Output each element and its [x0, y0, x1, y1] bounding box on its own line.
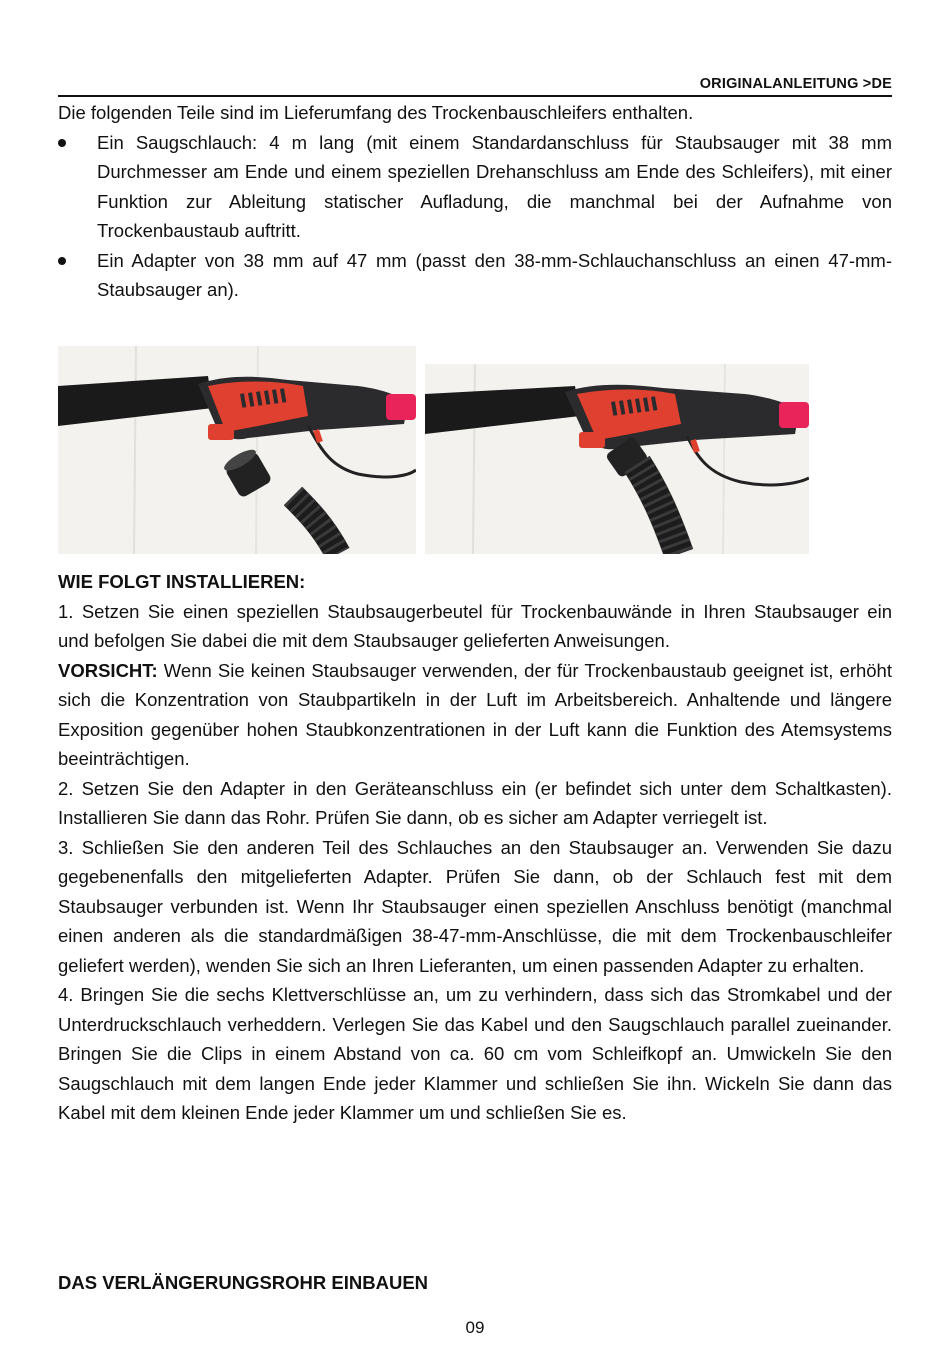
intro-lead: Die folgenden Teile sind im Lieferumfang des Trockenbauschleifers enthalten. [58, 102, 694, 123]
install-step-1: 1. Setzen Sie einen speziellen Staubsaugerbeutel für Trockenbauwände in Ihren Staubsauger ein und befolgen Sie dabei die mit dem Staubsauger gelieferten Anweisungen. [58, 600, 892, 651]
caution-label: VORSICHT: [58, 659, 158, 681]
install-step-3: 3. Schließen Sie den anderen Teil des Schlauches an den Staubsauger an. Verwenden Sie dazu gegebenenfalls den mitgelieferten Adapter. Prüfen Sie dann, ob der Schlauch fest mit dem Staubsauger verbunden ist. Wenn Ihr Staubsauger einen speziellen Anschluss benötigt (manchmal einen anderen als die standardmäßigen 38-47-mm-Anschlüsse, die mit dem Trockenbauschleifer geliefert werden), wenden Sie sich an Ihren Lieferanten, um einen passenden Adapter zu erhalten. [58, 836, 892, 976]
install-section [58, 567, 892, 1128]
intro-section [58, 98, 892, 305]
extension-section [58, 1268, 892, 1298]
caution-text: Wenn Sie keinen Staubsauger verwenden, der für Trockenbaustaub geeignet ist, erhöht sich die Konzentration von Staubpartikeln in der Luft im Arbeitsbereich. Anhaltende und längere Exposition gegenüber hohen Staubkonzentrationen in der Luft kann die Funktion des Atemsystems beeinträchtigen. [58, 659, 892, 769]
extension-heading: DAS VERLÄNGERUNGSROHR EINBAUEN [58, 1272, 429, 1293]
product-photos [58, 346, 818, 554]
list-item-text: Ein Saugschlauch: 4 m lang (mit einem Standardanschluss für Staubsauger mit 38 mm Durchmesser am Ende und einem speziellen Drehanschluss am Ende des Schleifers), mit einer Funktion zur Ableitung statischer Aufladung, die manchmal bei der Aufnahme von Trockenbaustaub auftritt. [97, 131, 892, 241]
caution-paragraph [58, 656, 892, 774]
list-item [58, 246, 892, 305]
page-header: ORIGINALANLEITUNG >DE [58, 76, 892, 97]
bullet-icon [58, 139, 66, 147]
parts-list [58, 128, 892, 305]
install-step-2: 2. Setzen Sie den Adapter in den Geräteanschluss ein (er befindet sich unter dem Schaltkasten). Installieren Sie dann das Rohr. Prüfen Sie dann, ob es sicher am Adapter verriegelt ist. [58, 777, 892, 828]
photo-hose-attached [425, 364, 809, 554]
page-number: 09 [465, 1318, 485, 1337]
bullet-icon [58, 257, 66, 265]
photo-adapter-separate [58, 346, 416, 554]
install-step-4: 4. Bringen Sie die sechs Klettverschlüsse an, um zu verhindern, dass sich das Stromkabel und der Unterdruckschlauch verheddern. Verlegen Sie das Kabel und den Saugschlauch parallel zueinander. Bringen Sie die Clips in einem Abstand von ca. 60 cm vom Schleifkopf an. Umwickeln Sie den Saugschlauch mit dem langen Ende jeder Klammer und schließen Sie ihn. Wickeln Sie dann das Kabel mit dem kleinen Ende jeder Klammer um und schließen Sie es. [58, 984, 892, 1123]
list-item [58, 128, 892, 246]
list-item-text: Ein Adapter von 38 mm auf 47 mm (passt den 38-mm-Schlauchanschluss an einen 47-mm-Staubsauger an). [97, 249, 892, 300]
install-heading: WIE FOLGT INSTALLIEREN: [58, 571, 306, 592]
